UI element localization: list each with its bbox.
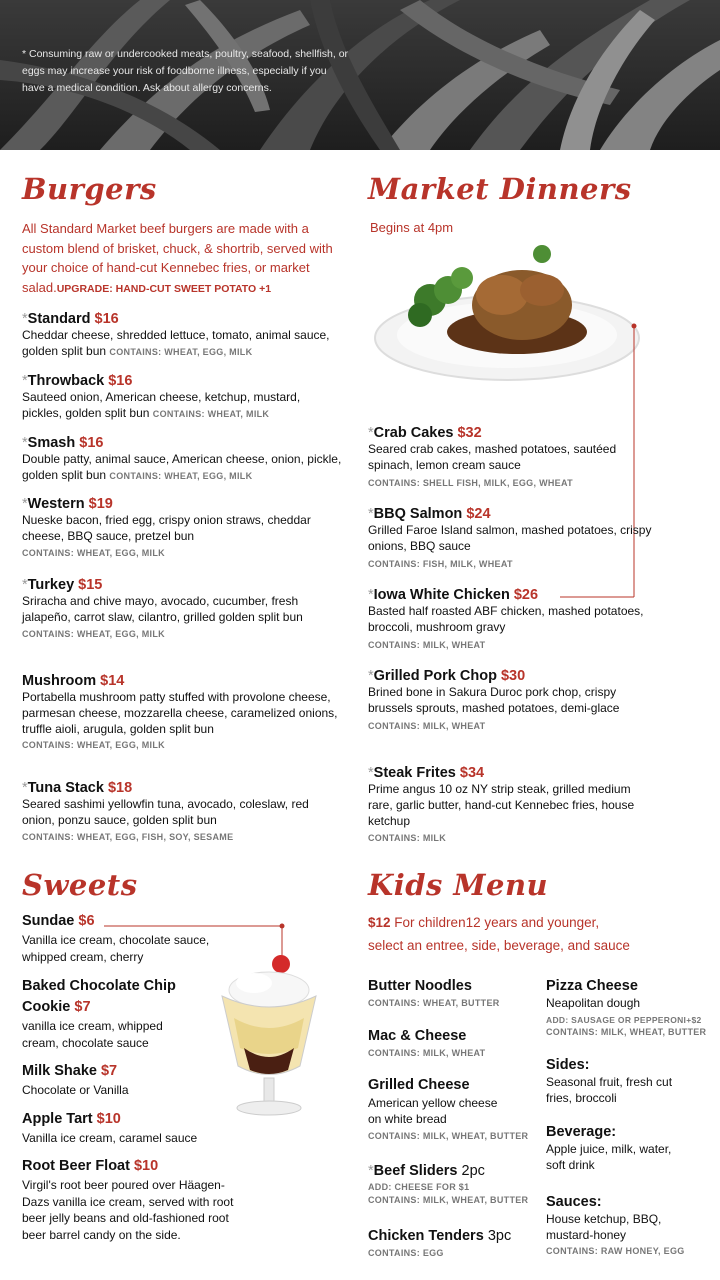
menu-item: [368, 1076, 538, 1141]
item-description: House ketchup, BBQ, mustard-honey: [546, 1212, 662, 1242]
kids-menu-title: Kids Menu: [368, 868, 549, 902]
item-price: $10: [133, 1158, 159, 1174]
item-name: Pizza Cheese: [546, 978, 638, 994]
item-description: Seared crab cakes, mashed potatoes, sautéed spinach, lemon cream sauce: [368, 442, 617, 472]
item-price: $16: [79, 435, 104, 451]
item-addon: ADD: SAUSAGE OR PEPPERONI+$2: [546, 1014, 702, 1025]
item-contains: CONTAINS: SHELL FISH, MILK, EGG, WHEAT: [368, 477, 573, 488]
item-name: Beverage:: [546, 1124, 617, 1140]
item-name-line: [22, 1061, 212, 1082]
item-contains: CONTAINS: RAW HONEY, EGG: [546, 1245, 685, 1256]
item-name: Crab Cakes: [373, 425, 454, 441]
item-price: $16: [94, 311, 119, 327]
item-contains: CONTAINS: WHEAT, EGG, MILK: [109, 346, 253, 357]
item-contains: CONTAINS: WHEAT, EGG, MILK: [22, 628, 165, 639]
item-name-line: [22, 976, 197, 1018]
item-price: $15: [78, 577, 103, 593]
item-name-line: [368, 1162, 538, 1180]
item-price: $18: [107, 780, 133, 796]
item-price: $7: [100, 1063, 118, 1079]
item-name: Grilled Cheese: [368, 1077, 470, 1093]
item-name: Chicken Tenders: [368, 1228, 484, 1244]
item-desc-text: Cheddar cheese, shredded lettuce, tomato, animal sauce, golden split bun: [22, 328, 330, 358]
item-description: Vanilla ice cream, caramel sauce: [22, 1131, 198, 1145]
item-description: Brined bone in Sakura Duroc pork chop, crispy brussels sprouts, mashed potatoes, demi-glace: [368, 685, 620, 715]
allergy-star: *: [368, 765, 374, 781]
item-name: Apple Tart: [22, 1111, 93, 1127]
item-name: Mac & Cheese: [368, 1028, 467, 1044]
menu-item: [22, 1109, 222, 1147]
item-description: Virgil's root beer poured over Häagen-Dazs vanilla ice cream, served with root beer jelly beans and old-fashioned root beer barrel candy on the side.: [22, 1178, 234, 1242]
burgers-intro-text: All Standard Market beef burgers are made with a custom blend of brisket, chuck, & shortrib, served with your choice of hand-cut Kennebec fries, or market salad.: [22, 221, 333, 295]
item-price: $16: [108, 373, 133, 389]
item-name: BBQ Salmon: [373, 506, 463, 522]
menu-item: [22, 1156, 237, 1243]
item-description: Grilled Faroe Island salmon, mashed potatoes, crispy onions, BBQ sauce: [368, 523, 652, 553]
item-contains: CONTAINS: MILK, WHEAT, BUTTER: [368, 1195, 529, 1205]
item-name-line: [22, 1109, 222, 1130]
item-contains: CONTAINS: MILK, WHEAT: [368, 639, 486, 650]
menu-item: [368, 764, 658, 843]
item-name: Baked Chocolate Chip Cookie: [22, 978, 176, 1015]
kids-intro-line2: select an entree, side, beverage, and sauce: [368, 938, 630, 953]
allergy-star: *: [368, 506, 374, 522]
menu-item: [546, 1056, 714, 1107]
item-contains: CONTAINS: MILK, WHEAT, BUTTER: [368, 1130, 529, 1141]
item-contains: CONTAINS: MILK: [368, 833, 447, 844]
item-description: Neapolitan dough: [546, 996, 641, 1010]
item-contains: CONTAINS: FISH, MILK, WHEAT: [368, 558, 513, 569]
menu-item: [22, 1061, 212, 1099]
menu-item: [368, 586, 658, 650]
item-desc-text: Sauteed onion, American cheese, ketchup, mustard, pickles, golden split bun: [22, 390, 301, 420]
allergy-star: *: [22, 577, 28, 593]
menu-item: [22, 976, 197, 1051]
allergy-star: *: [368, 668, 374, 684]
item-contains: CONTAINS: MILK, WHEAT: [368, 720, 486, 731]
menu-item: [22, 911, 212, 965]
item-price: $34: [459, 765, 485, 781]
item-name-line: [368, 977, 538, 995]
item-price: $26: [513, 587, 539, 603]
item-desc-text: Nueske bacon, fried egg, crispy onion straws, cheddar cheese, BBQ sauce, pretzel bun: [22, 513, 311, 543]
item-name-line: [368, 764, 658, 782]
item-description: vanilla ice cream, whipped cream, chocolate sauce: [22, 1019, 163, 1050]
item-name: Smash: [27, 435, 76, 451]
item-name: Throwback: [27, 373, 105, 389]
item-description: Prime angus 10 oz NY strip steak, grilled medium rare, garlic butter, hand-cut Kennebec fries, house ketchup: [368, 782, 635, 828]
item-contains: CONTAINS: WHEAT, EGG, MILK: [22, 740, 165, 751]
allergy-star: *: [368, 1163, 374, 1179]
item-name: Iowa White Chicken: [373, 587, 510, 603]
item-contains: CONTAINS: WHEAT, EGG, MILK: [22, 547, 165, 558]
item-name: Grilled Pork Chop: [373, 668, 497, 684]
menu-item: [368, 977, 538, 1008]
item-name: Turkey: [27, 577, 75, 593]
item-contains: CONTAINS: WHEAT, EGG, FISH, SOY, SESAME: [22, 831, 234, 842]
kids-intro-line1: For children12 years and younger,: [394, 915, 600, 930]
item-desc-text: Double patty, animal sauce, American cheese, onion, pickle, golden split bun: [22, 452, 342, 482]
allergy-star: *: [22, 373, 28, 389]
item-description: Vanilla ice cream, chocolate sauce, whipped cream, cherry: [22, 933, 210, 964]
item-name: Western: [27, 496, 85, 512]
item-name-line: [368, 1076, 538, 1094]
item-price: $10: [96, 1111, 121, 1127]
item-desc-text: Portabella mushroom patty stuffed with provolone cheese, parmesan cheese, mozzarella cheese, caramelized onions, truffle aioli, arugula, golden split bun: [22, 690, 338, 736]
kids-intro: [368, 911, 630, 957]
item-contains: CONTAINS: WHEAT, EGG, MILK: [109, 470, 253, 481]
item-price: $6: [78, 913, 95, 929]
item-contains: CONTAINS: MILK, WHEAT, BUTTER: [546, 1026, 707, 1037]
allergy-star: *: [22, 311, 28, 327]
sundae-image: [214, 948, 324, 1133]
market-dinners-subtitle: Begins at 4pm: [370, 220, 454, 235]
item-price: $7: [74, 999, 91, 1015]
burgers-title: Burgers: [22, 172, 157, 206]
item-contains: CONTAINS: WHEAT, MILK: [152, 408, 270, 419]
item-description: Seasonal fruit, fresh cut fries, broccoli: [546, 1075, 673, 1105]
item-quantity: 2pc: [461, 1163, 485, 1179]
allergy-star: *: [22, 435, 28, 451]
item-price: $24: [466, 506, 491, 522]
menu-item: [368, 667, 658, 731]
item-name: Milk Shake: [22, 1063, 97, 1079]
item-name: Mushroom: [22, 673, 97, 689]
item-name-line: [368, 667, 658, 685]
allergy-star: *: [368, 587, 374, 603]
menu-item: [546, 977, 714, 1037]
item-contains: CONTAINS: MILK, WHEAT: [368, 1048, 486, 1058]
item-name: Tuna Stack: [27, 780, 104, 796]
item-price: $30: [500, 668, 526, 684]
item-description: American yellow cheese on white bread: [368, 1096, 498, 1126]
item-description: Apple juice, milk, water, soft drink: [546, 1142, 672, 1172]
menu-item: [368, 1227, 538, 1258]
menu-item: [368, 424, 658, 488]
kids-price: $12: [368, 915, 391, 930]
burgers-upgrade: UPGRADE: HAND-CUT SWEET POTATO +1: [56, 282, 272, 295]
item-name-line: [368, 586, 658, 604]
item-contains: CONTAINS: EGG: [368, 1248, 444, 1258]
item-quantity: 3pc: [487, 1228, 512, 1244]
item-name-line: [22, 1156, 237, 1177]
item-name: Sauces:: [546, 1194, 602, 1210]
market-dinners-title: Market Dinners: [368, 172, 632, 206]
food-safety-disclaimer: * Consuming raw or undercooked meats, poultry, seafood, shellfish, or eggs may increase your risk of foodborne illness, especially if you have a medical condition. Ask about allergy concerns.: [22, 48, 349, 94]
item-price: $32: [457, 425, 482, 441]
item-name-line: [368, 505, 658, 523]
sweets-title: Sweets: [22, 868, 138, 902]
menu-item: [368, 1027, 538, 1058]
allergy-star: *: [368, 425, 374, 441]
item-contains: CONTAINS: WHEAT, BUTTER: [368, 998, 500, 1008]
item-name: Beef Sliders: [373, 1163, 458, 1179]
menu-item: [546, 1193, 714, 1256]
item-name: Root Beer Float: [22, 1158, 130, 1174]
item-name-line: [368, 1027, 538, 1045]
item-price: $14: [100, 673, 125, 689]
item-desc-text: Seared sashimi yellowfin tuna, avocado, coleslaw, red onion, ponzu sauce, golden split bun: [22, 797, 309, 827]
item-addon: ADD: CHEESE FOR $1: [368, 1182, 470, 1192]
allergy-star: *: [22, 496, 28, 512]
item-price: $19: [88, 496, 113, 512]
menu-item: [368, 1162, 538, 1205]
item-name: Steak Frites: [373, 765, 456, 781]
item-name: Sides:: [546, 1057, 590, 1073]
item-name-line: [22, 911, 212, 932]
item-name: Sundae: [22, 913, 75, 929]
item-name-line: [368, 424, 658, 442]
allergy-star: *: [22, 780, 28, 796]
item-name-line: [368, 1227, 538, 1245]
menu-item: [368, 505, 658, 569]
item-description: Chocolate or Vanilla: [22, 1083, 129, 1097]
item-name: Standard: [27, 311, 91, 327]
item-name: Butter Noodles: [368, 978, 472, 994]
menu-item: [546, 1123, 714, 1174]
item-desc-text: Sriracha and chive mayo, avocado, cucumber, fresh jalapeño, carrot slaw, cilantro, grilled golden split bun: [22, 594, 303, 624]
item-description: Basted half roasted ABF chicken, mashed potatoes, broccoli, mushroom gravy: [368, 604, 644, 634]
